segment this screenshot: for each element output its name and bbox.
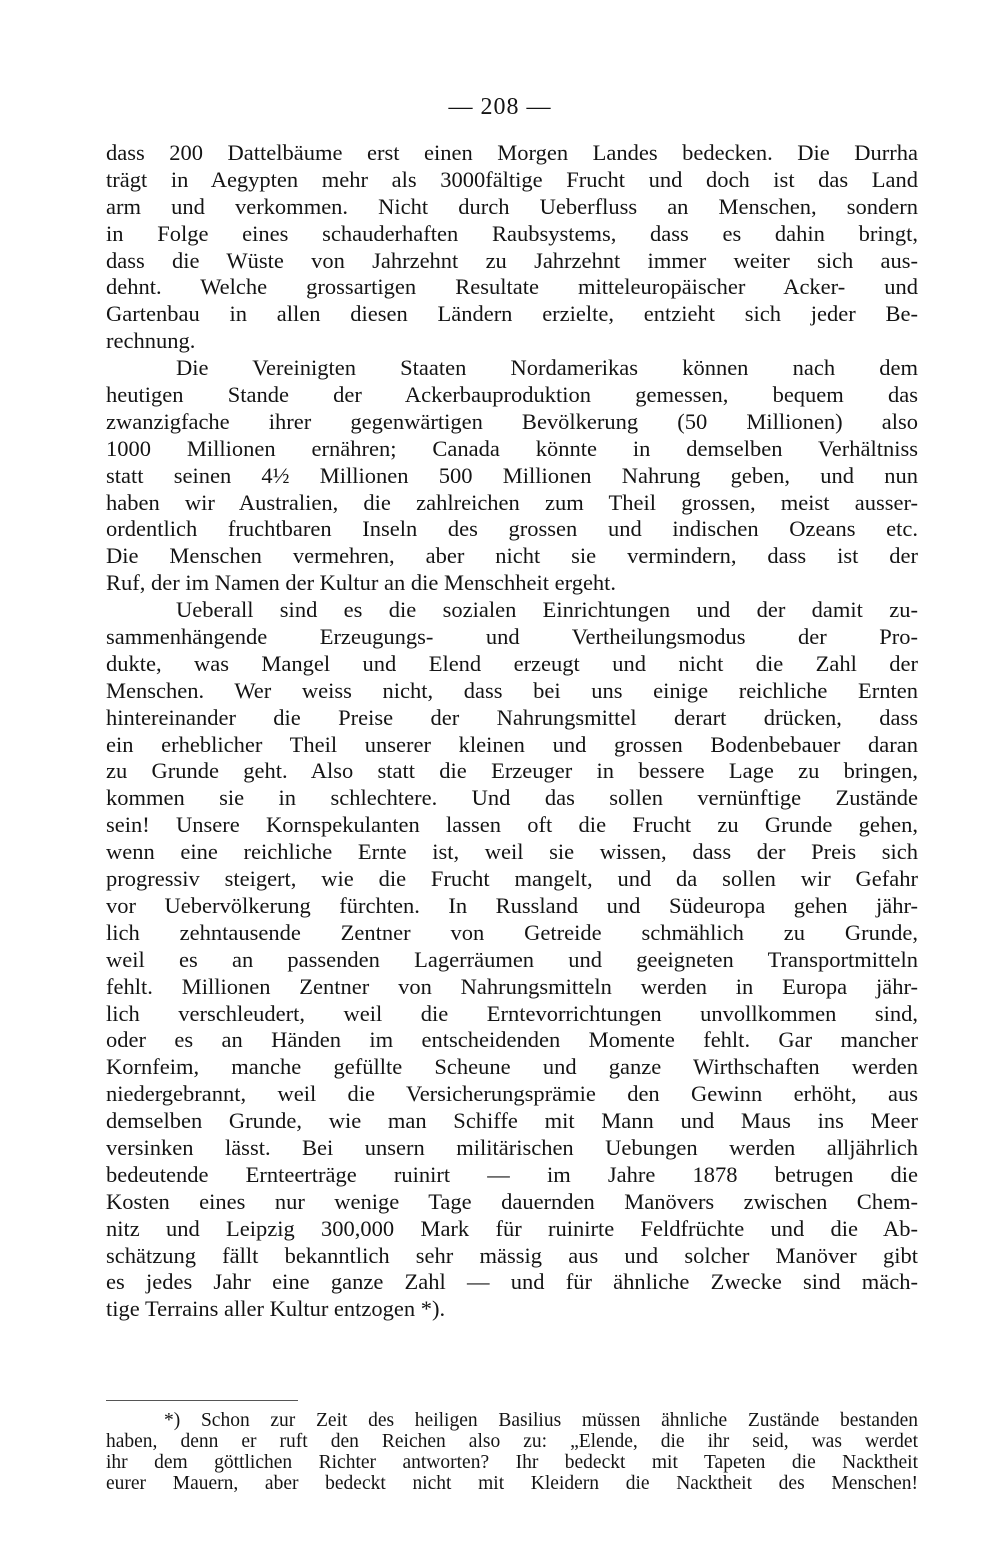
paragraph-2 bbox=[106, 355, 918, 597]
text-line: sein! Unsere Kornspekulanten lassen oft die Frucht zu Grunde gehen, bbox=[106, 812, 918, 838]
text-line: arm und verkommen. Nicht durch Ueberfluss an Menschen, sondern bbox=[106, 193, 918, 219]
text-line: bedeutende Ernteerträge ruinirt — im Jahre 1878 betrugen die bbox=[106, 1161, 918, 1187]
text-line: progressiv steigert, wie die Frucht mangelt, und da sollen wir Gefahr bbox=[106, 866, 918, 892]
text-line: Die Vereinigten Staaten Nordamerikas können nach dem bbox=[176, 355, 918, 381]
text-line: in Folge eines schauderhaften Raubsystems, dass es dahin bringt, bbox=[106, 220, 918, 246]
text-line: zwanzigfache ihrer gegenwärtigen Bevölkerung (50 Millionen) also bbox=[106, 408, 918, 434]
text-line: lich verschleudert, weil die Erntevorrichtungen unvollkommen sind, bbox=[106, 1000, 918, 1026]
body-text bbox=[106, 140, 918, 1323]
text-line: wenn eine reichliche Ernte ist, weil sie wissen, dass der Preis sich bbox=[106, 839, 918, 865]
footnote-line: ihr dem göttlichen Richter antworten? Ihr bedeckt mit Tapeten die Nacktheit bbox=[106, 1452, 918, 1473]
text-line: hintereinander die Preise der Nahrungsmittel derart drücken, dass bbox=[106, 704, 918, 730]
text-line: rechnung. bbox=[106, 328, 196, 354]
footnote-line: haben, denn er ruft den Reichen also zu: „Elende, die ihr seid, was werdet bbox=[106, 1431, 918, 1452]
text-line: dass 200 Dattelbäume erst einen Morgen Landes bedecken. Die Durrha bbox=[106, 140, 918, 165]
text-line: Kornfeim, manche gefüllte Scheune und ganze Wirthschaften werden bbox=[106, 1054, 918, 1080]
footnote-line: *) Schon zur Zeit des heiligen Basilius müssen ähnliche Zustände bestanden bbox=[164, 1410, 918, 1431]
text-line: tige Terrains aller Kultur entzogen *). bbox=[106, 1296, 446, 1322]
paragraph-3 bbox=[106, 597, 918, 1323]
text-line: oder es an Händen im entscheidenden Momente fehlt. Gar mancher bbox=[106, 1027, 918, 1053]
text-line: trägt in Aegypten mehr als 3000fältige Frucht und doch ist das Land bbox=[106, 166, 918, 192]
text-line: lich zehntausende Zentner von Getreide schmählich zu Grunde, bbox=[106, 919, 918, 945]
text-line: statt seinen 4½ Millionen 500 Millionen Nahrung geben, und nun bbox=[106, 462, 918, 488]
text-line: dukte, was Mangel und Elend erzeugt und nicht die Zahl der bbox=[106, 650, 918, 676]
text-line: demselben Grunde, wie man Schiffe mit Mann und Maus ins Meer bbox=[106, 1108, 918, 1134]
text-line: dass die Wüste von Jahrzehnt zu Jahrzehnt immer weiter sich aus- bbox=[106, 247, 918, 273]
text-line: heutigen Stande der Ackerbauproduktion gemessen, bequem das bbox=[106, 382, 918, 408]
text-line: haben wir Australien, die zahlreichen zum Theil grossen, meist ausser- bbox=[106, 489, 918, 515]
text-line: Kosten eines nur wenige Tage dauernden Manövers zwischen Chem- bbox=[106, 1188, 918, 1214]
text-line: Ueberall sind es die sozialen Einrichtungen und der damit zu- bbox=[176, 597, 918, 623]
text-line: ein erheblicher Theil unserer kleinen und grossen Bodenbebauer daran bbox=[106, 731, 918, 757]
footnote-divider bbox=[106, 1400, 298, 1401]
text-line: fehlt. Millionen Zentner von Nahrungsmitteln werden in Europa jähr- bbox=[106, 973, 918, 999]
text-line: kommen sie in schlechtere. Und das sollen vernünftige Zustände bbox=[106, 785, 918, 811]
text-line: nitz und Leipzig 300,000 Mark für ruinirte Feldfrüchte und die Ab- bbox=[106, 1215, 918, 1241]
text-line: dehnt. Welche grossartigen Resultate mitteleuropäischer Acker- und bbox=[106, 274, 918, 300]
text-line: Ruf, der im Namen der Kultur an die Menschheit ergeht. bbox=[106, 570, 617, 596]
page-number: — 208 — bbox=[448, 94, 552, 120]
text-line: Menschen. Wer weiss nicht, dass bei uns einige reichliche Ernten bbox=[106, 677, 918, 703]
footnote-line: eurer Mauern, aber bedeckt nicht mit Kleidern die Nacktheit des Menschen! bbox=[106, 1473, 918, 1494]
text-line: schätzung fällt bekanntlich sehr mässig aus und solcher Manöver gibt bbox=[106, 1242, 918, 1268]
text-line: Gartenbau in allen diesen Ländern erzielte, entzieht sich jeder Be- bbox=[106, 301, 918, 327]
text-line: 1000 Millionen ernähren; Canada könnte in demselben Verhältniss bbox=[106, 435, 918, 461]
text-line: vor Uebervölkerung fürchten. In Russland und Südeuropa gehen jähr- bbox=[106, 892, 918, 918]
text-line: es jedes Jahr eine ganze Zahl — und für ähnliche Zwecke sind mäch- bbox=[106, 1269, 918, 1295]
text-line: niedergebrannt, weil die Versicherungsprämie den Gewinn erhöht, aus bbox=[106, 1081, 918, 1107]
text-line: Die Menschen vermehren, aber nicht sie vermindern, dass ist der bbox=[106, 543, 918, 569]
text-line: versinken lässt. Bei unsern militärischen Uebungen werden alljährlich bbox=[106, 1134, 918, 1160]
text-line: weil es an passenden Lagerräumen und geeigneten Transportmitteln bbox=[106, 946, 918, 972]
text-line: ordentlich fruchtbaren Inseln des grossen und indischen Ozeans etc. bbox=[106, 516, 918, 542]
text-line: zu Grunde geht. Also statt die Erzeuger in bessere Lage zu bringen, bbox=[106, 758, 918, 784]
paragraph-1 bbox=[106, 140, 918, 355]
text-line: sammenhängende Erzeugungs- und Vertheilungsmodus der Pro- bbox=[106, 624, 918, 650]
footnote bbox=[106, 1410, 918, 1494]
